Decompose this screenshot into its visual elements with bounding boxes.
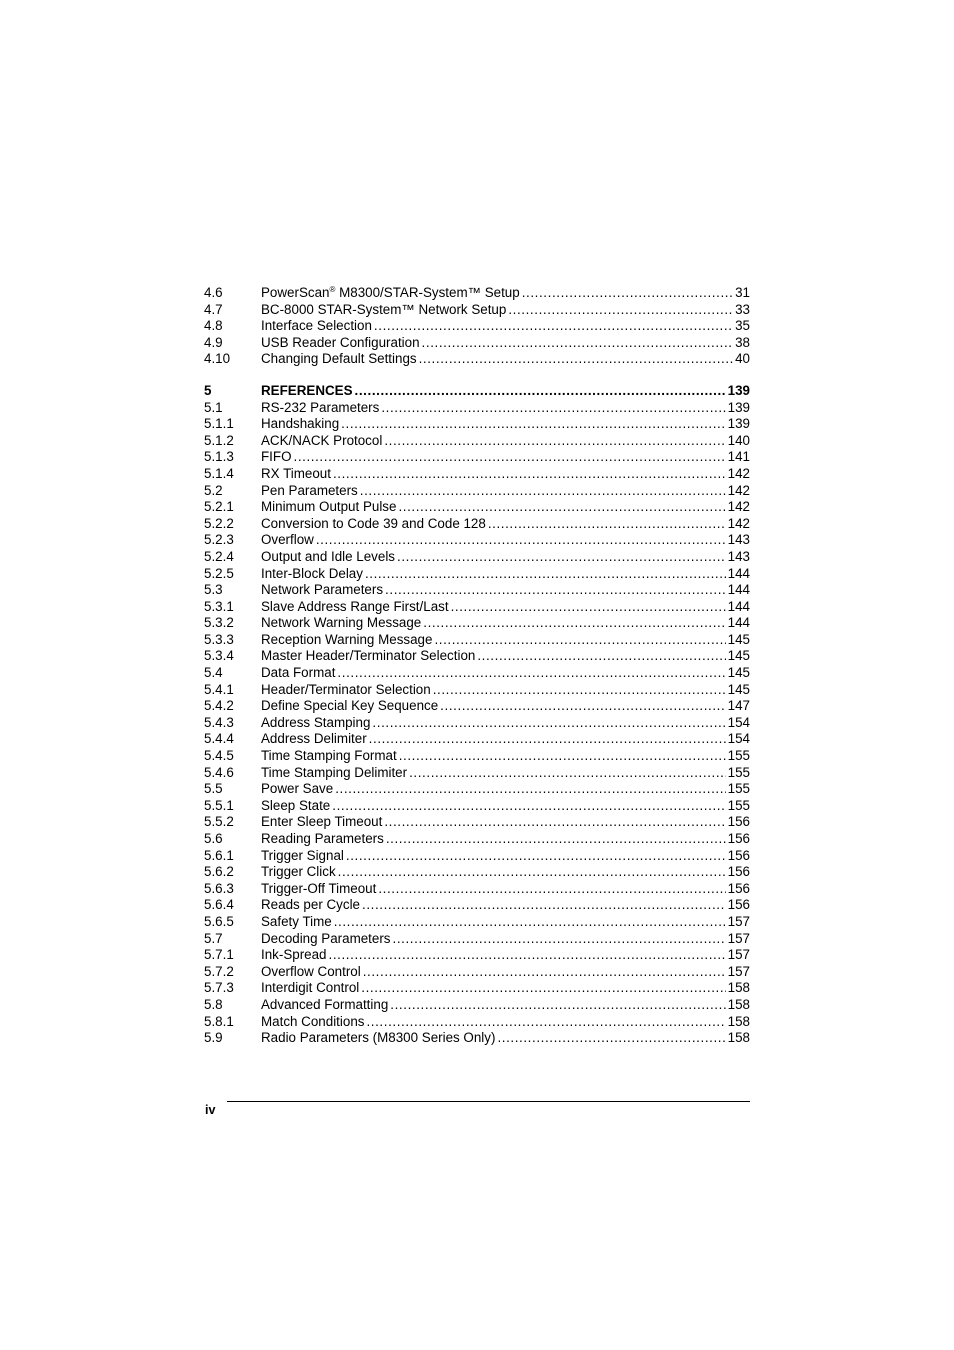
toc-leader-dots xyxy=(433,682,726,699)
toc-entry-title: Changing Default Settings xyxy=(261,351,417,367)
toc-entry-number: 5.6 xyxy=(204,831,223,846)
toc-entry-number: 5.6.4 xyxy=(204,897,234,913)
toc-entry-page: 145 xyxy=(727,681,750,697)
toc-entry[interactable] xyxy=(204,335,750,352)
toc-entry-number: 5.3.1 xyxy=(204,598,234,614)
toc-entry[interactable] xyxy=(204,814,750,831)
toc-entry[interactable] xyxy=(204,748,750,765)
toc-entry-title: Safety Time xyxy=(261,913,332,929)
toc-entry-page: 144 xyxy=(727,565,750,581)
toc-entry-page: 154 xyxy=(727,731,750,747)
toc-entry-page: 156 xyxy=(727,847,750,863)
toc-entry-number: 5.4.6 xyxy=(204,764,234,780)
toc-entry-title: Reads per Cycle xyxy=(261,897,360,913)
toc-entry-title: Interdigit Control xyxy=(261,980,360,996)
toc-entry-number: 5.4.5 xyxy=(204,748,234,764)
toc-leader-dots xyxy=(522,285,733,302)
toc-entry-title: BC-8000 STAR-System™ Network Setup xyxy=(261,301,507,317)
toc-leader-dots xyxy=(381,400,725,417)
toc-leader-dots xyxy=(390,997,725,1014)
toc-entry[interactable] xyxy=(204,997,750,1014)
toc-entry-title: Match Conditions xyxy=(261,1013,365,1029)
toc-entry-number: 4.7 xyxy=(204,301,223,317)
toc-entry-page: 156 xyxy=(727,880,750,896)
toc-entry-number: 5.2.1 xyxy=(204,499,234,515)
toc-leader-dots xyxy=(399,748,726,765)
toc-entry[interactable] xyxy=(204,914,750,931)
toc-entry[interactable] xyxy=(204,848,750,865)
toc-entry-page: 156 xyxy=(727,897,750,913)
toc-entry[interactable] xyxy=(204,285,750,302)
toc-entry-number: 5.2.2 xyxy=(204,515,234,531)
toc-entry-page: 158 xyxy=(727,1030,750,1046)
toc-entry-number: 5.8.1 xyxy=(204,1013,234,1029)
toc-entry-number: 5.7 xyxy=(204,930,223,946)
toc-entry[interactable] xyxy=(204,549,750,566)
toc-entry[interactable] xyxy=(204,715,750,732)
toc-entry-page: 154 xyxy=(727,714,750,730)
toc-leader-dots xyxy=(369,731,726,748)
toc-entry-number: 4.8 xyxy=(204,318,223,334)
toc-entry-page: 147 xyxy=(727,698,750,714)
toc-leader-dots xyxy=(434,632,725,649)
toc-leader-dots xyxy=(477,648,725,665)
toc-entry[interactable] xyxy=(204,615,750,632)
toc-entry-title: Data Format xyxy=(261,665,336,681)
toc-leader-dots xyxy=(366,1014,725,1031)
toc-chapter-heading[interactable] xyxy=(204,383,750,400)
toc-entry-page: 155 xyxy=(727,781,750,797)
toc-entry-number: 5.8 xyxy=(204,996,223,1012)
toc-leader-dots xyxy=(440,698,725,715)
toc-entry[interactable] xyxy=(204,964,750,981)
toc-entry-title: Minimum Output Pulse xyxy=(261,499,397,515)
toc-entry-title-part: PowerScan xyxy=(261,285,330,300)
toc-entry-title: Address Delimiter xyxy=(261,731,367,747)
toc-entry[interactable] xyxy=(204,931,750,948)
toc-section-5 xyxy=(204,400,750,1047)
toc-entry-page: 143 xyxy=(727,548,750,564)
toc-entry[interactable] xyxy=(204,599,750,616)
toc-entry-page: 158 xyxy=(727,980,750,996)
toc-entry[interactable] xyxy=(204,648,750,665)
toc-entry-number: 5.4.2 xyxy=(204,698,234,714)
toc-entry-page: 156 xyxy=(727,814,750,830)
toc-leader-dots xyxy=(294,449,726,466)
toc-entry[interactable] xyxy=(204,665,750,682)
toc-entry-number: 5.5 xyxy=(204,781,223,797)
toc-entry-page: 145 xyxy=(727,631,750,647)
toc-entry-title: Trigger Signal xyxy=(261,847,344,863)
toc-entry-number: 5.6.5 xyxy=(204,913,234,929)
toc-entry-number: 5.5.1 xyxy=(204,797,234,813)
toc-leader-dots xyxy=(393,931,726,948)
toc-entry-number: 5.3.3 xyxy=(204,631,234,647)
toc-entry-page: 158 xyxy=(727,996,750,1012)
toc-entry-title: Address Stamping xyxy=(261,714,371,730)
toc-entry-title: Power Save xyxy=(261,781,334,797)
toc-entry[interactable] xyxy=(204,351,750,368)
toc-entry[interactable] xyxy=(204,483,750,500)
toc-entry-title: Define Special Key Sequence xyxy=(261,698,439,714)
toc-entry-number: 5.1.1 xyxy=(204,416,234,432)
toc-entry-page: 155 xyxy=(727,797,750,813)
toc-leader-dots xyxy=(508,302,733,319)
toc-entry-number: 5.4.4 xyxy=(204,731,234,747)
toc-entry[interactable] xyxy=(204,881,750,898)
toc-entry[interactable] xyxy=(204,1014,750,1031)
toc-entry-title: Advanced Formatting xyxy=(261,996,389,1012)
toc-chapter-number: 5 xyxy=(204,382,212,398)
toc-entry-page: 157 xyxy=(727,963,750,979)
toc-entry-number: 5.9 xyxy=(204,1030,223,1046)
toc-leader-dots xyxy=(384,814,725,831)
toc-entry-page: 142 xyxy=(727,465,750,481)
toc-entry-page: 143 xyxy=(727,532,750,548)
toc-entry-title: RX Timeout xyxy=(261,465,331,481)
toc-entry-page: 157 xyxy=(727,913,750,929)
footer-page-number: iv xyxy=(205,1103,216,1117)
toc-entry-page: 157 xyxy=(727,947,750,963)
toc-entry-page: 145 xyxy=(727,665,750,681)
toc-leader-dots xyxy=(332,798,725,815)
toc-entry-title xyxy=(261,285,522,302)
toc-entry-page: 141 xyxy=(727,449,750,465)
toc-entry-number: 5.4 xyxy=(204,665,223,681)
toc-entry-title: Overflow Control xyxy=(261,963,361,979)
toc-entry-number: 5.2.4 xyxy=(204,548,234,564)
toc-entry-page: 139 xyxy=(727,399,750,415)
toc-entry[interactable] xyxy=(204,400,750,417)
toc-leader-dots xyxy=(378,881,725,898)
table-of-contents xyxy=(204,285,750,1047)
toc-entry-number: 5.3 xyxy=(204,582,223,598)
toc-entry-page: 33 xyxy=(735,301,750,317)
toc-entry-number: 5.3.2 xyxy=(204,615,234,631)
toc-leader-dots xyxy=(409,765,726,782)
toc-entry-title: Network Warning Message xyxy=(261,615,422,631)
toc-entry[interactable] xyxy=(204,897,750,914)
toc-leader-dots xyxy=(374,318,733,335)
toc-entry-number: 5.1.4 xyxy=(204,465,234,481)
toc-leader-dots xyxy=(488,516,726,533)
toc-entry-page: 142 xyxy=(727,499,750,515)
toc-entry-page: 144 xyxy=(727,615,750,631)
toc-entry-title: Time Stamping Delimiter xyxy=(261,764,408,780)
toc-entry-title: Decoding Parameters xyxy=(261,930,391,946)
toc-entry-page: 156 xyxy=(727,831,750,846)
toc-entry-page: 40 xyxy=(735,351,750,367)
footer-rule xyxy=(227,1101,750,1102)
toc-entry-title: Trigger Click xyxy=(261,864,336,880)
toc-chapter-title: REFERENCES xyxy=(261,382,353,398)
toc-leader-dots xyxy=(316,532,726,549)
toc-entry[interactable] xyxy=(204,499,750,516)
toc-entry-title: ACK/NACK Protocol xyxy=(261,432,383,448)
toc-entry[interactable] xyxy=(204,449,750,466)
toc-leader-dots xyxy=(423,615,725,632)
toc-entry[interactable] xyxy=(204,831,750,848)
toc-entry-number: 5.1.2 xyxy=(204,432,234,448)
toc-entry-page: 139 xyxy=(727,416,750,432)
toc-entry[interactable] xyxy=(204,516,750,533)
toc-entry-page: 140 xyxy=(727,432,750,448)
toc-leader-dots xyxy=(419,351,734,368)
toc-entry-number: 5.4.3 xyxy=(204,714,234,730)
toc-entry-page: 31 xyxy=(735,285,750,300)
toc-leader-dots xyxy=(422,335,734,352)
toc-leader-dots xyxy=(361,980,725,997)
toc-entry-page: 144 xyxy=(727,582,750,598)
toc-entry-title: Enter Sleep Timeout xyxy=(261,814,383,830)
toc-entry-number: 5.6.2 xyxy=(204,864,234,880)
toc-entry-title: Network Parameters xyxy=(261,582,384,598)
toc-entry[interactable] xyxy=(204,433,750,450)
toc-entry[interactable] xyxy=(204,466,750,483)
toc-entry-title: Conversion to Code 39 and Code 128 xyxy=(261,515,486,531)
toc-entry[interactable] xyxy=(204,632,750,649)
toc-entry-title: Pen Parameters xyxy=(261,482,358,498)
toc-entry-page: 155 xyxy=(727,748,750,764)
toc-entry[interactable] xyxy=(204,864,750,881)
toc-entry-page: 35 xyxy=(735,318,750,334)
toc-entry-number: 4.6 xyxy=(204,285,223,300)
toc-leader-dots xyxy=(384,433,725,450)
toc-entry-page: 158 xyxy=(727,1013,750,1029)
toc-entry[interactable] xyxy=(204,582,750,599)
toc-leader-dots xyxy=(355,383,726,400)
toc-entry-title: Trigger-Off Timeout xyxy=(261,880,377,896)
toc-leader-dots xyxy=(335,781,725,798)
toc-entry[interactable] xyxy=(204,566,750,583)
toc-leader-dots xyxy=(363,964,726,981)
toc-entry-title: Master Header/Terminator Selection xyxy=(261,648,476,664)
toc-entry-title: Ink-Spread xyxy=(261,947,327,963)
toc-entry-title: Radio Parameters (M8300 Series Only) xyxy=(261,1030,496,1046)
toc-entry-title: Output and Idle Levels xyxy=(261,548,395,564)
toc-section-4 xyxy=(204,285,750,368)
toc-entry[interactable] xyxy=(204,765,750,782)
toc-entry[interactable] xyxy=(204,947,750,964)
toc-entry-title: FIFO xyxy=(261,449,292,465)
toc-entry-number: 5.2.3 xyxy=(204,532,234,548)
toc-entry-title: Reception Warning Message xyxy=(261,631,433,647)
toc-entry-number: 5.2.5 xyxy=(204,565,234,581)
toc-entry-number: 5.6.1 xyxy=(204,847,234,863)
toc-entry-number: 5.6.3 xyxy=(204,880,234,896)
toc-entry-title: Inter-Block Delay xyxy=(261,565,363,581)
toc-entry-number: 5.4.1 xyxy=(204,681,234,697)
toc-leader-dots xyxy=(385,582,726,599)
toc-entry[interactable] xyxy=(204,781,750,798)
toc-entry-title-part: M8300/STAR-System™ Setup xyxy=(335,285,520,300)
toc-entry-page: 155 xyxy=(727,764,750,780)
toc-leader-dots xyxy=(397,549,726,566)
toc-entry[interactable] xyxy=(204,798,750,815)
toc-leader-dots xyxy=(497,1030,725,1047)
toc-entry-number: 5.7.3 xyxy=(204,980,234,996)
toc-leader-dots xyxy=(360,483,726,500)
toc-entry-title: Time Stamping Format xyxy=(261,748,397,764)
toc-entry[interactable] xyxy=(204,302,750,319)
toc-entry-title: Slave Address Range First/Last xyxy=(261,598,449,614)
toc-entry[interactable] xyxy=(204,532,750,549)
toc-entry-number: 5.7.1 xyxy=(204,947,234,963)
toc-entry-title: Overflow xyxy=(261,532,314,548)
toc-entry[interactable] xyxy=(204,1030,750,1047)
toc-entry-title: Handshaking xyxy=(261,416,340,432)
toc-entry-page: 156 xyxy=(727,864,750,880)
toc-leader-dots xyxy=(386,831,726,848)
toc-entry-page: 38 xyxy=(735,334,750,350)
toc-entry-title: Header/Terminator Selection xyxy=(261,681,431,697)
registered-mark: ® xyxy=(329,285,336,294)
toc-entry[interactable] xyxy=(204,416,750,433)
toc-leader-dots xyxy=(333,466,726,483)
toc-entry-number: 5.1 xyxy=(204,399,223,415)
toc-entry-title: Interface Selection xyxy=(261,318,372,334)
toc-entry-page: 142 xyxy=(727,482,750,498)
toc-entry-number: 4.9 xyxy=(204,334,223,350)
toc-entry-number: 5.5.2 xyxy=(204,814,234,830)
toc-entry-page: 145 xyxy=(727,648,750,664)
toc-entry[interactable] xyxy=(204,980,750,997)
toc-leader-dots xyxy=(365,566,726,583)
toc-entry[interactable] xyxy=(204,698,750,715)
toc-entry-number: 4.10 xyxy=(204,351,231,367)
toc-entry[interactable] xyxy=(204,682,750,699)
toc-leader-dots xyxy=(334,914,726,931)
toc-entry-number: 5.2 xyxy=(204,482,223,498)
toc-entry[interactable] xyxy=(204,731,750,748)
toc-entry-title: USB Reader Configuration xyxy=(261,334,420,350)
toc-entry-page: 157 xyxy=(727,930,750,946)
toc-chapter-page: 139 xyxy=(727,382,750,398)
toc-leader-dots xyxy=(346,848,726,865)
toc-leader-dots xyxy=(451,599,726,616)
toc-leader-dots xyxy=(329,947,726,964)
toc-leader-dots xyxy=(337,665,725,682)
toc-leader-dots xyxy=(362,897,726,914)
toc-entry-title: RS-232 Parameters xyxy=(261,399,380,415)
toc-entry-page: 142 xyxy=(727,515,750,531)
toc-entry-number: 5.7.2 xyxy=(204,963,234,979)
toc-leader-dots xyxy=(341,416,725,433)
toc-entry-page: 144 xyxy=(727,598,750,614)
toc-leader-dots xyxy=(398,499,725,516)
toc-leader-dots xyxy=(338,864,726,881)
toc-leader-dots xyxy=(372,715,725,732)
toc-entry[interactable] xyxy=(204,318,750,335)
toc-entry-number: 5.1.3 xyxy=(204,449,234,465)
toc-entry-title: Sleep State xyxy=(261,797,331,813)
toc-entry-number: 5.3.4 xyxy=(204,648,234,664)
toc-entry-title: Reading Parameters xyxy=(261,831,384,846)
